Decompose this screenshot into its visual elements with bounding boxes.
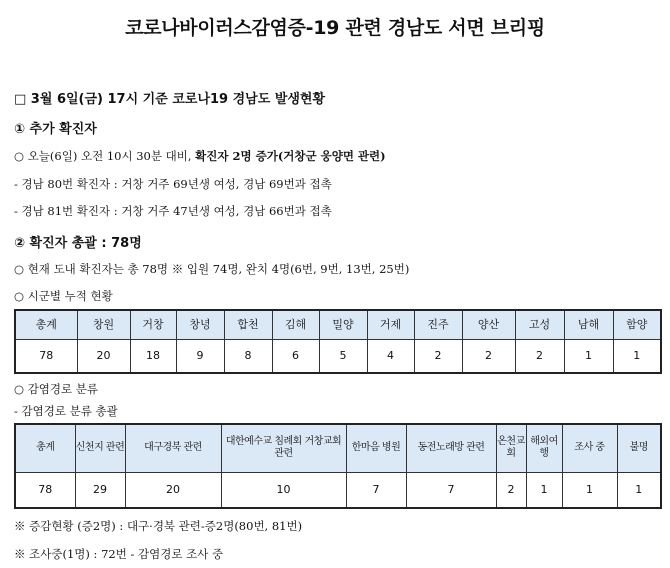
table-cell: 20: [125, 472, 221, 508]
table-cell: 7: [406, 472, 496, 508]
route-value-row: [15, 472, 661, 508]
route-sub-label: - 감염경로 분류 총괄: [14, 404, 118, 418]
table-cell: 4: [367, 339, 414, 373]
table-cell: 29: [75, 472, 125, 508]
table-header-cell: 동전노래방 관련: [406, 424, 496, 472]
table-cell: 1: [564, 339, 613, 373]
table-cell: 10: [221, 472, 346, 508]
status-line: ○ 현재 도내 확진자는 총 78명 ※ 입원 74명, 완치 4명(6번, 9번, 13번, 25번): [14, 262, 410, 276]
region-value-row: [15, 339, 661, 373]
table-cell: 1: [526, 472, 562, 508]
table-cell: 18: [130, 339, 176, 373]
table-header-cell: 온천교회: [496, 424, 526, 472]
table-header-cell: 창녕: [176, 310, 224, 339]
table-cell: 78: [15, 339, 77, 373]
region-header-row: [15, 310, 661, 339]
table-header-cell: 남해: [564, 310, 613, 339]
table-cell: 5: [319, 339, 367, 373]
case-line: - 경남 80번 확진자 : 거창 거주 69년생 여성, 경남 69번과 접촉: [14, 177, 332, 191]
additional-summary-plain: ○ 오늘(6일) 오전 10시 30분 대비,: [14, 149, 196, 163]
region-table: [14, 309, 662, 374]
route-label: ○ 감염경로 분류: [14, 382, 98, 396]
table-cell: 2: [496, 472, 526, 508]
table-header-cell: 김해: [272, 310, 319, 339]
table-cell: 1: [613, 339, 661, 373]
additional-summary: [14, 148, 386, 164]
table-header-cell: 총계: [15, 310, 77, 339]
table-cell: 20: [77, 339, 130, 373]
table-cell: 1: [562, 472, 617, 508]
table-cell: 1: [617, 472, 661, 508]
table-cell: 2: [515, 339, 564, 373]
table-header-cell: 대한예수교 침례회 거창교회 관련: [221, 424, 346, 472]
table-header-cell: 거창: [130, 310, 176, 339]
table-cell: 7: [346, 472, 406, 508]
table-header-cell: 함양: [613, 310, 661, 339]
table-header-cell: 한마음 병원: [346, 424, 406, 472]
route-header-row: [15, 424, 661, 472]
table-cell: 2: [414, 339, 462, 373]
table-cell: 8: [224, 339, 272, 373]
table-header-cell: 조사 중: [562, 424, 617, 472]
additional-cases-heading: ① 추가 확진자: [14, 122, 97, 137]
table-header-cell: 대구경북 관련: [125, 424, 221, 472]
note-line: ※ 조사중(1명) : 72번 - 감염경로 조사 중: [14, 547, 224, 561]
region-label: ○ 시군별 누적 현황: [14, 289, 113, 303]
table-header-cell: 거제: [367, 310, 414, 339]
route-table: [14, 423, 662, 509]
note-line: ※ 증감현황 (증2명) : 대구·경북 관련-증2명(80번, 81번): [14, 519, 303, 533]
table-header-cell: 창원: [77, 310, 130, 339]
table-header-cell: 불명: [617, 424, 661, 472]
table-header-cell: 신천지 관련: [75, 424, 125, 472]
section-header: □ 3월 6일(금) 17시 기준 코로나19 경남도 발생현황: [14, 92, 326, 107]
table-header-cell: 고성: [515, 310, 564, 339]
table-header-cell: 양산: [462, 310, 515, 339]
table-header-cell: 밀양: [319, 310, 367, 339]
table-header-cell: 총계: [15, 424, 75, 472]
table-cell: 78: [15, 472, 75, 508]
table-cell: 9: [176, 339, 224, 373]
total-heading: ② 확진자 총괄 : 78명: [14, 236, 142, 251]
table-cell: 6: [272, 339, 319, 373]
table-header-cell: 진주: [414, 310, 462, 339]
page-title: 코로나바이러스감염증-19 관련 경남도 서면 브리핑: [125, 17, 545, 39]
table-cell: 2: [462, 339, 515, 373]
table-header-cell: 해외여행: [526, 424, 562, 472]
additional-summary-bold: 확진자 2명 증가(거창군 웅양면 관련): [195, 149, 386, 163]
case-line: - 경남 81번 확진자 : 거창 거주 47년생 여성, 경남 66번과 접촉: [14, 204, 332, 218]
table-header-cell: 합천: [224, 310, 272, 339]
